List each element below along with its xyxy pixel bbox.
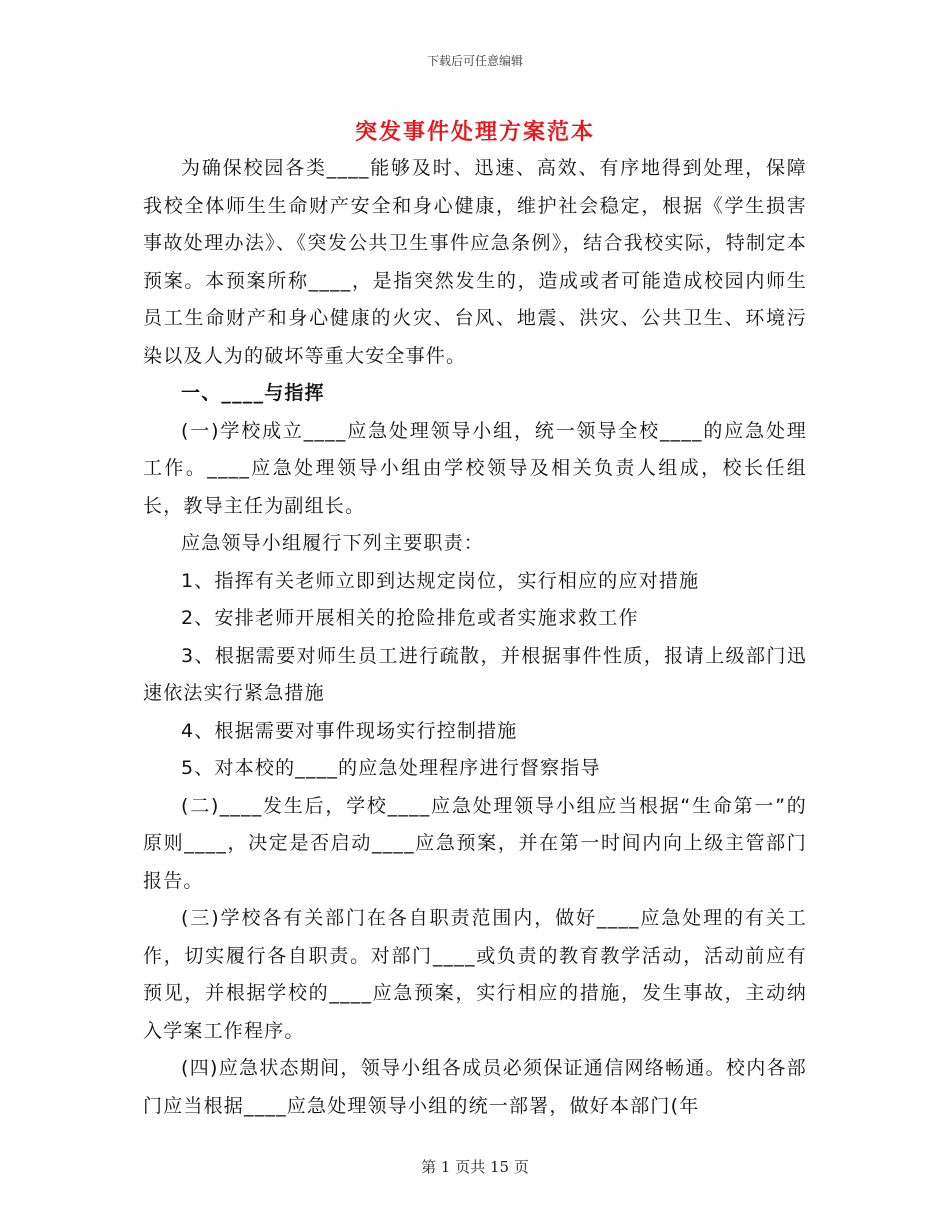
duty-item-1: 1、指挥有关老师立即到达规定岗位，实行相应的应对措施 <box>181 569 700 592</box>
paragraph-1: (一)学校成立____应急处理领导小组，统一领导全校____的应急处理工作。____应急处理领导小组由学校领导及相关负责人组成，校长任组长，教导主任为副组长。 <box>143 419 807 517</box>
paragraph-2: (二)____发生后，学校____应急处理领导小组应当根据“生命第一”的原则____，决定是否启动____应急预案，并在第一时间内向上级主管部门报告。 <box>143 794 807 892</box>
duty-item-4: 4、根据需要对事件现场实行控制措施 <box>181 719 518 742</box>
duty-item-5: 5、对本校的____的应急处理程序进行督察指导 <box>181 757 601 779</box>
document-body <box>143 150 807 1125</box>
document-title: 突发事件处理方案范本 <box>354 120 595 145</box>
intro-paragraph: 为确保校园各类____能够及时、迅速、高效、有序地得到处理，保障我校全体师生生命财产安全和身心健康，维护社会稳定，根据《学生损害事故处理办法》、《突发公共卫生事件应急条例》，结合我校实际，特制定本预案。本预案所称____，是指突然发生的，造成或者可能造成校园内师生员工生命财产和身心健康的火灾、台风、地震、洪灾、公共卫生、环境污染以及人为的破坏等重大安全事件。 <box>143 157 807 367</box>
header-note: 下载后可任意编辑 <box>426 54 523 68</box>
paragraph-3: (三)学校各有关部门在各自职责范围内，做好____应急处理的有关工作，切实履行各自职责。对部门____或负责的教育教学活动，活动前应有预见，并根据学校的____应急预案，实行相应的措施，发生事故，主动纳入学案工作程序。 <box>143 907 807 1042</box>
paragraph-4: (四)应急状态期间，领导小组各成员必须保证通信网络畅通。校内各部门应当根据____应急处理领导小组的统一部署，做好本部门(年 <box>143 1057 807 1117</box>
section-heading: 一、____与指挥 <box>181 382 325 404</box>
duties-intro: 应急领导小组履行下列主要职责： <box>181 532 485 554</box>
duty-item-2: 2、安排老师开展相关的抢险排危或者实施求救工作 <box>181 607 639 629</box>
page-footer: 第 1 页共 15 页 <box>421 1158 529 1176</box>
duty-item-3: 3、根据需要对师生员工进行疏散，并根据事件性质，报请上级部门迅速依法实行紧急措施 <box>143 644 807 704</box>
